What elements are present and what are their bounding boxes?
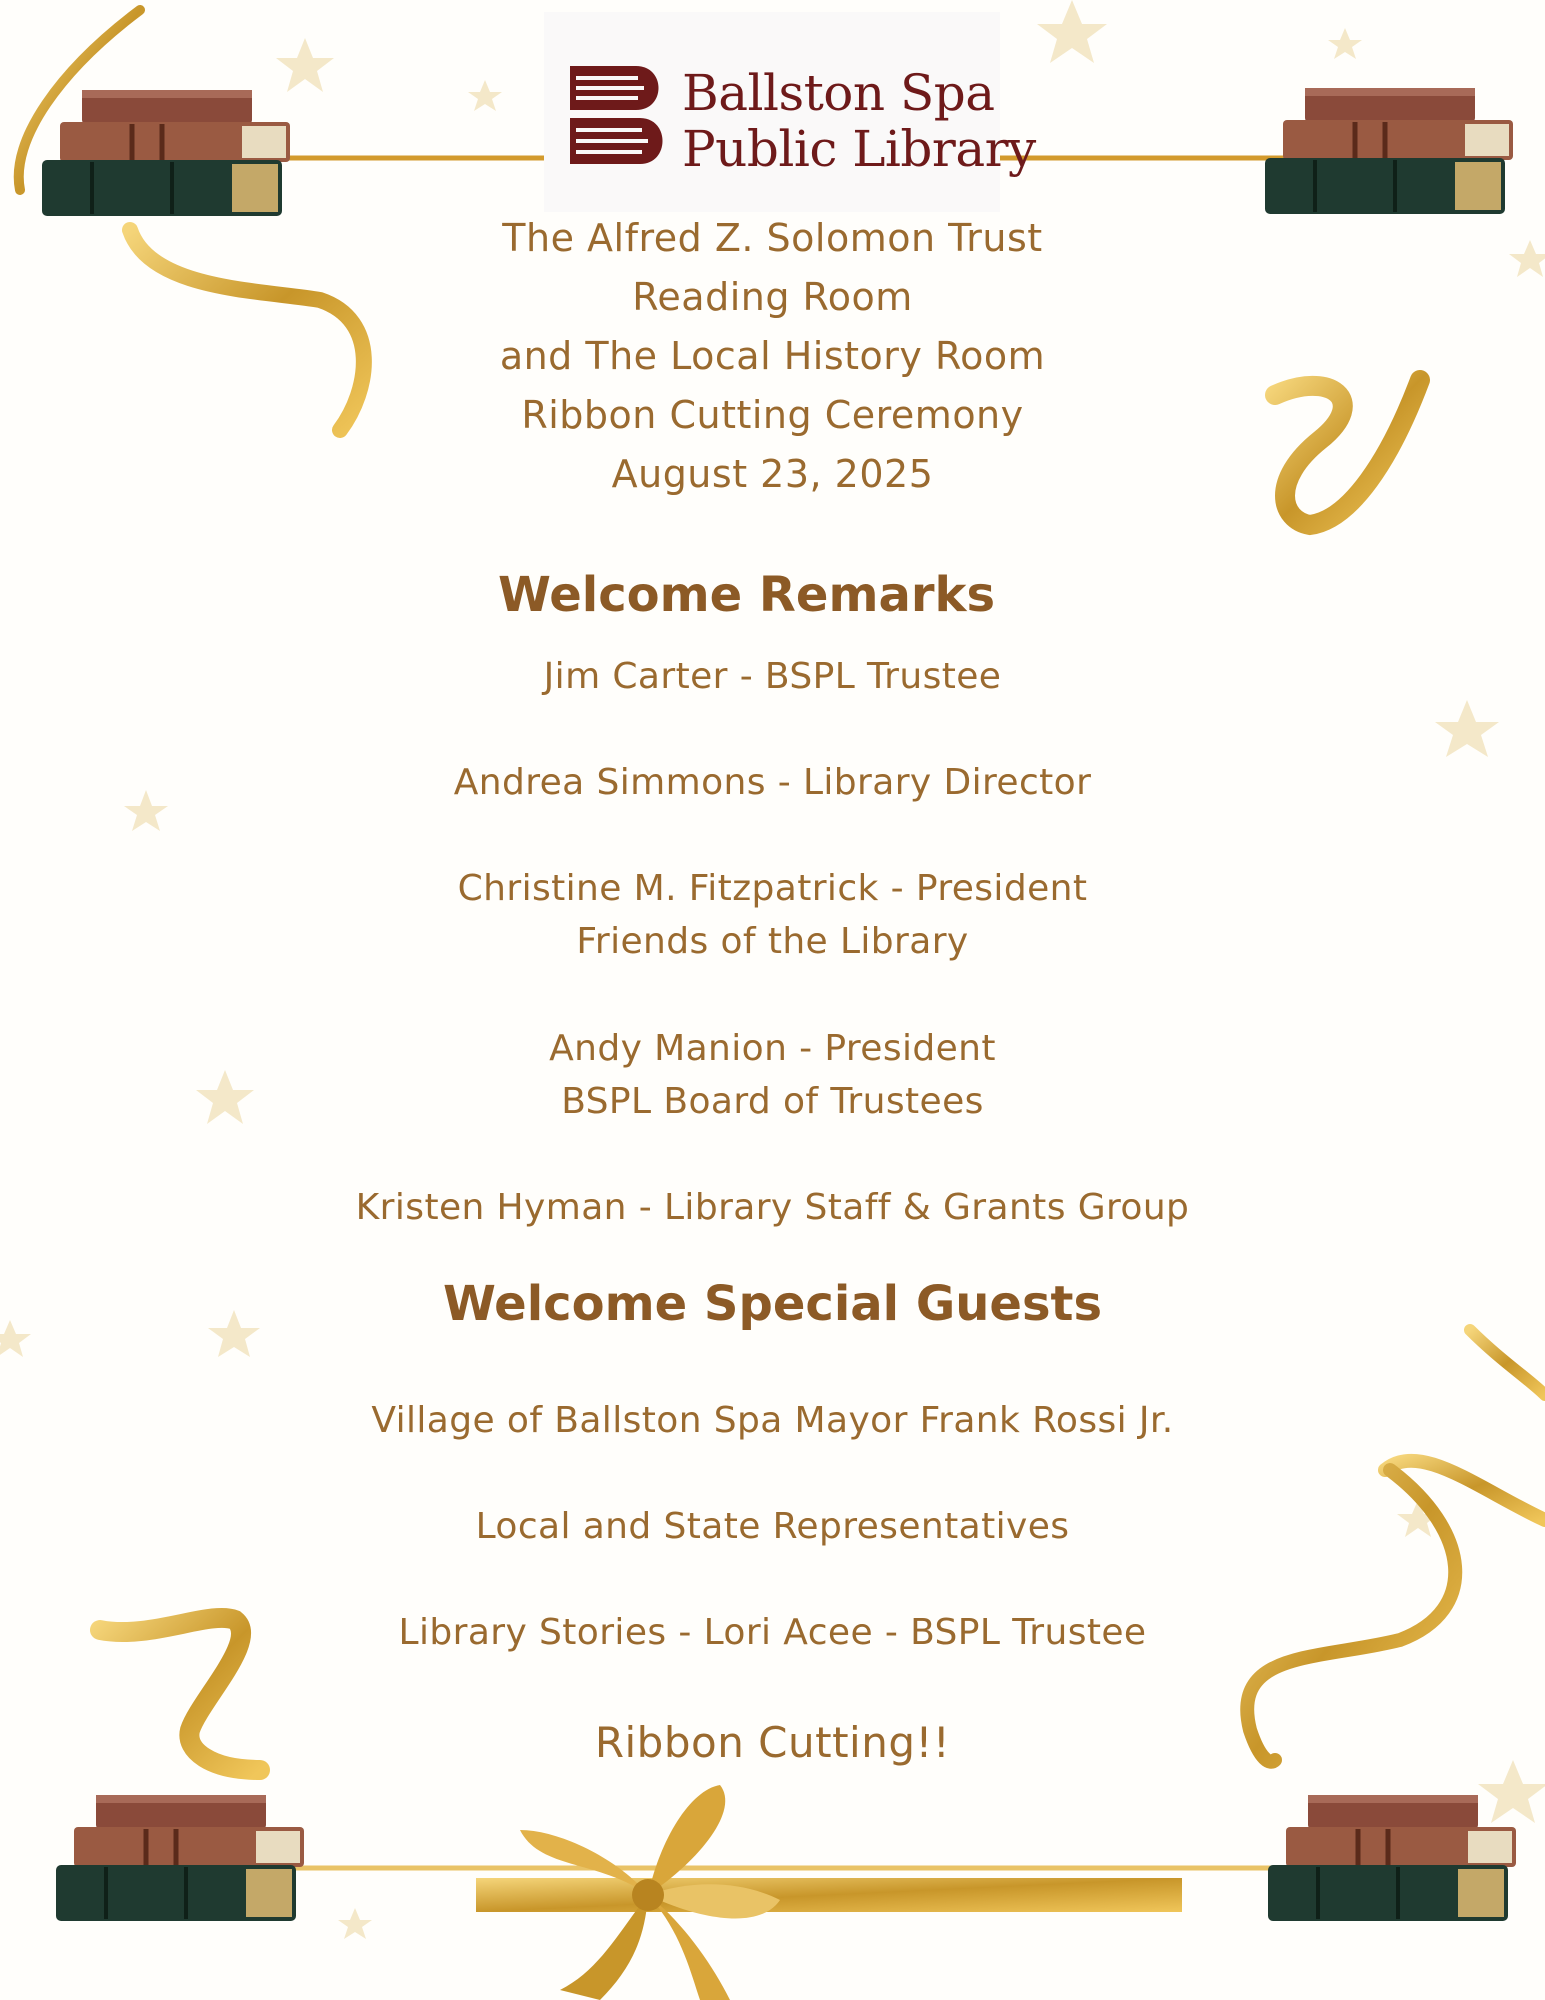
book-stack-icon [1268, 1795, 1516, 1921]
event-title-line: Ribbon Cutting Ceremony [521, 393, 1024, 437]
speaker-affiliation: Friends of the Library [576, 921, 969, 962]
library-logo-icon [566, 60, 676, 170]
welcome-remarks-heading: Welcome Remarks [497, 567, 996, 623]
logo-line-2: Public Library [682, 120, 1036, 178]
speaker-entry: Christine M. Fitzpatrick - President [457, 868, 1088, 909]
event-title-line: and The Local History Room [499, 334, 1046, 378]
ribbon-bow-icon [476, 1785, 1182, 2000]
book-stack-icon [42, 90, 290, 216]
speaker-entry: Jim Carter - BSPL Trustee [543, 656, 1002, 697]
event-date: August 23, 2025 [611, 452, 934, 496]
speaker-affiliation: BSPL Board of Trustees [561, 1081, 984, 1122]
book-stack-icon [1265, 88, 1513, 214]
guest-entry: Library Stories - Lori Acee - BSPL Trustee [398, 1612, 1147, 1653]
speaker-entry: Andy Manion - President [549, 1028, 996, 1069]
event-title-line: The Alfred Z. Solomon Trust [502, 216, 1043, 260]
book-stack-icon [56, 1795, 304, 1921]
library-logo [544, 12, 1036, 212]
ribbon-cutting-line: Ribbon Cutting!! [594, 1718, 951, 1767]
logo-line-1: Ballston Spa [682, 64, 995, 122]
event-title-line: Reading Room [632, 275, 913, 319]
speaker-entry: Kristen Hyman - Library Staff & Grants Group [355, 1187, 1190, 1228]
guest-entry: Village of Ballston Spa Mayor Frank Rossi Jr. [371, 1400, 1174, 1441]
speaker-entry: Andrea Simmons - Library Director [453, 762, 1092, 803]
guest-entry: Local and State Representatives [475, 1506, 1070, 1547]
special-guests-heading: Welcome Special Guests [442, 1276, 1103, 1332]
